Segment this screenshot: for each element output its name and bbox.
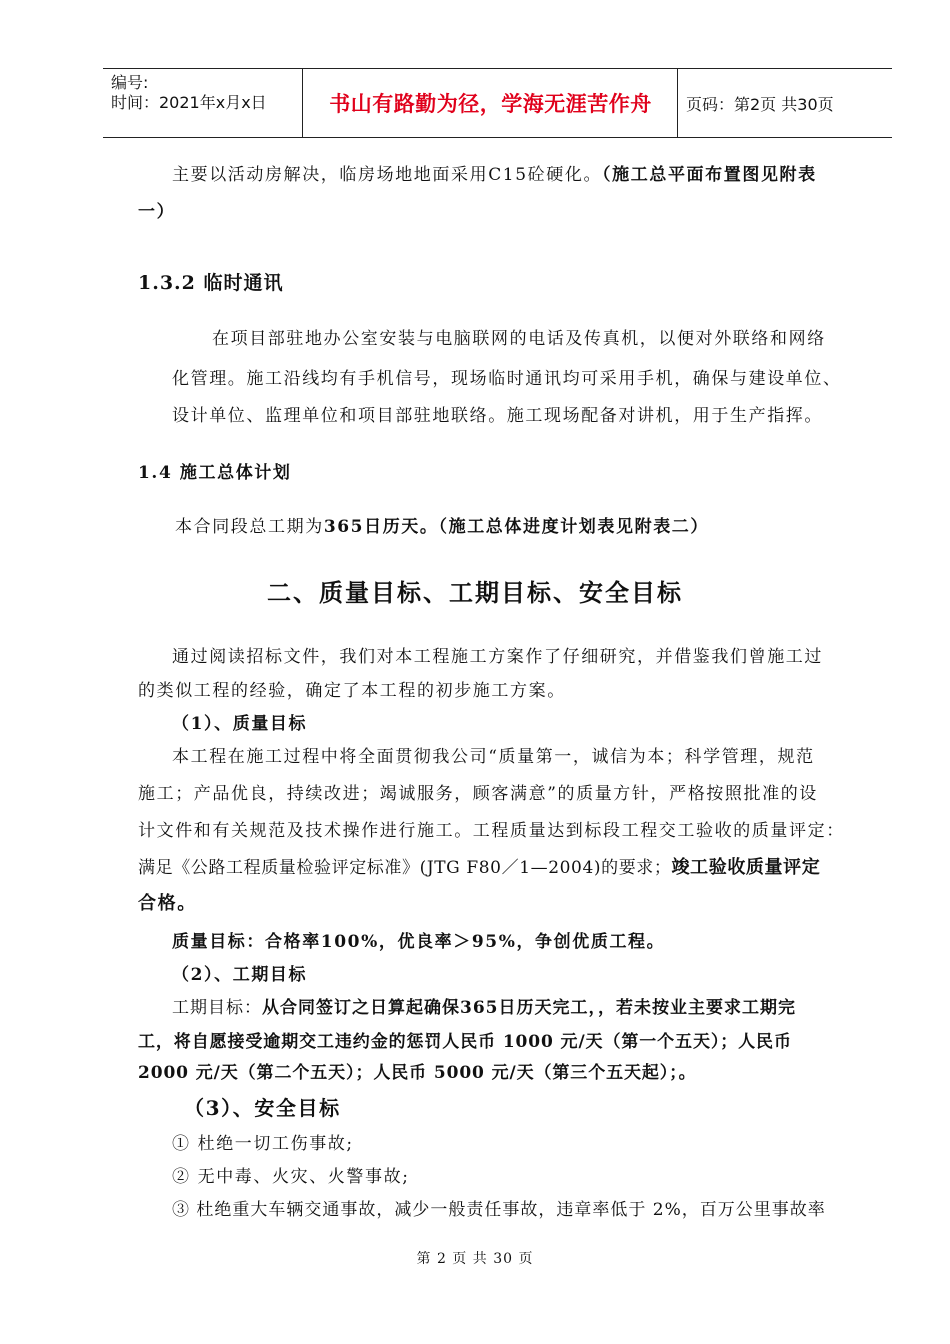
section-heading-1-3-2: 1.3.2 临时通讯 <box>138 272 284 294</box>
paragraph-line: 合格。 <box>138 893 197 914</box>
subheading-safety: （3）、安全目标 <box>184 1096 341 1120</box>
subheading-quality: （1）、质量目标 <box>172 714 308 734</box>
section-heading-1-4: 1.4 施工总体计划 <box>138 463 292 483</box>
header-motto: 书山有路勤为径，学海无涯苦作舟 <box>304 69 678 137</box>
page-footer: 第 2 页 共 30 页 <box>416 1251 534 1267</box>
paragraph-line: 一） <box>138 202 176 222</box>
paragraph-line: 的类似工程的经验，确定了本工程的初步施工方案。 <box>138 681 566 701</box>
paragraph-line: 工期目标：从合同签订之日算起确保365日历天完工，，若未按业主要求工期完 <box>172 998 796 1018</box>
list-item: ② 无中毒、火灾、火警事故; <box>172 1167 410 1187</box>
list-item: ① 杜绝一切工伤事故; <box>172 1134 354 1154</box>
paragraph-line: 本合同段总工期为365日历天。（施工总体进度计划表见附表二） <box>175 517 709 537</box>
paragraph-line: 施工；产品优良，持续改进；竭诚服务，顾客满意”的质量方针，严格按照批准的设 <box>138 784 818 804</box>
number-label: 编号: <box>111 73 149 92</box>
chapter-title: 二、质量目标、工期目标、安全目标 <box>267 578 683 607</box>
paragraph-line: 满足《公路工程质量检验评定标准》(JTG F80／1—2004)的要求；竣工验收质量评定 <box>138 857 821 878</box>
paragraph-line: 在项目部驻地办公室安装与电脑联网的电话及传真机，以便对外联络和网络 <box>212 329 826 349</box>
paragraph-line: 计文件和有关规范及技术操作进行施工。工程质量达到标段工程交工验收的质量评定： <box>138 821 845 841</box>
list-item: ③ 杜绝重大车辆交通事故，减少一般责任事故，违章率低于 2%，百万公里事故率 <box>172 1200 826 1220</box>
paragraph-line: 主要以活动房解决，临房场地地面采用C15砼硬化。（施工总平面布置图见附表 <box>172 165 817 185</box>
paragraph-line: 工，将自愿接受逾期交工违约金的惩罚人民币 1000 元/天（第一个五天）；人民币 <box>138 1032 792 1052</box>
header-page-label: 页码：第2页 共30页 <box>686 94 834 114</box>
quality-target-line: 质量目标：合格率100%，优良率＞95%，争创优质工程。 <box>172 932 666 952</box>
paragraph-line: 通过阅读招标文件，我们对本工程施工方案作了仔细研究，并借鉴我们曾施工过 <box>172 647 823 667</box>
header-meta <box>103 69 303 137</box>
page-header <box>103 68 892 138</box>
paragraph-line: 本工程在施工过程中将全面贯彻我公司“质量第一，诚信为本；科学管理，规范 <box>172 747 815 767</box>
subheading-schedule: （2）、工期目标 <box>172 965 308 985</box>
paragraph-line: 设计单位、监理单位和项目部驻地联络。施工现场配备对讲机，用于生产指挥。 <box>172 406 823 426</box>
paragraph-line: 化管理。施工沿线均有手机信号，现场临时通讯均可采用手机，确保与建设单位、 <box>172 369 842 389</box>
time-label: 时间：2021年x月x日 <box>111 93 267 112</box>
paragraph-line: 2000 元/天（第二个五天）；人民币 5000 元/天（第三个五天起）；。 <box>138 1063 697 1083</box>
